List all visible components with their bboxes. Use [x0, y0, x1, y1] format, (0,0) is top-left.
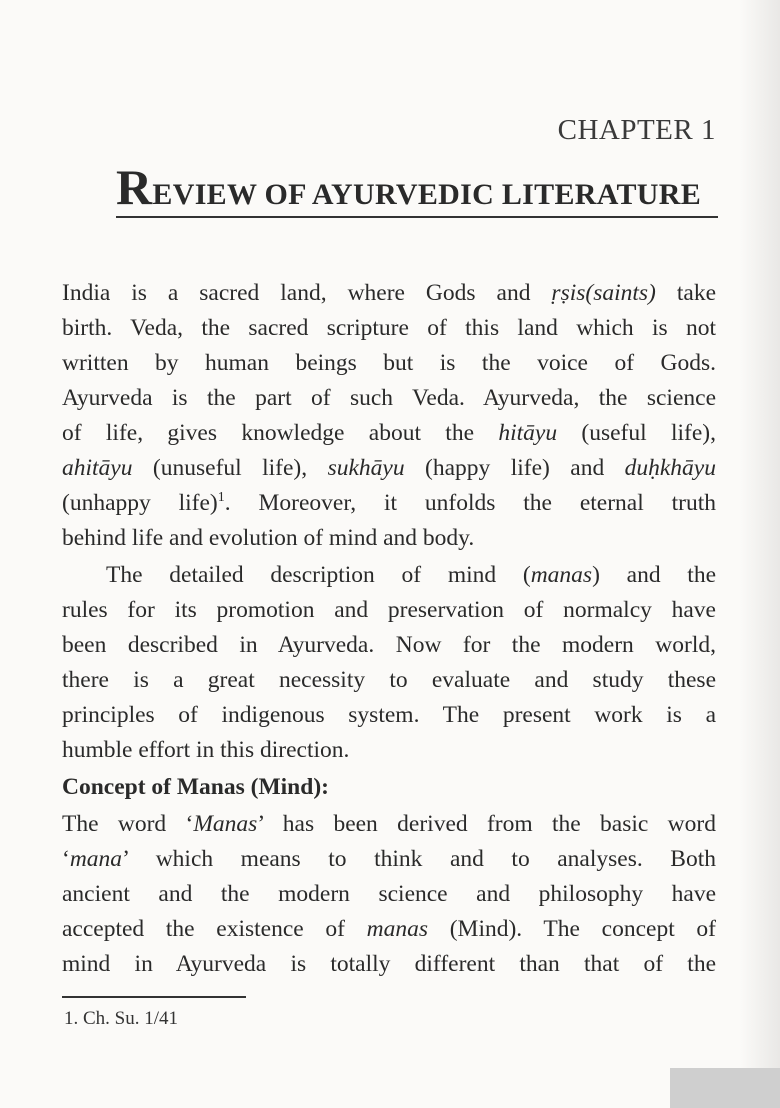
text-segment: Ayurveda is the part of such Veda. Ayurveda, the science — [62, 385, 716, 411]
text-segment: India is a sacred land, where Gods and — [62, 280, 552, 306]
text-line — [62, 733, 716, 768]
text-line — [62, 663, 716, 698]
chapter-number: CHAPTER 1 — [557, 114, 716, 146]
text-line — [62, 698, 716, 733]
text-line — [62, 346, 716, 381]
text-line — [62, 628, 716, 663]
scan-corner — [670, 1068, 780, 1108]
text-line — [62, 593, 716, 628]
section-heading — [62, 770, 716, 805]
text-segment: The detailed description of mind ( — [106, 562, 531, 588]
paragraph — [62, 276, 716, 556]
text-segment: mind in Ayurveda is totally different than that of the — [62, 951, 716, 977]
text-segment: behind life and evolution of mind and body. — [62, 525, 475, 551]
paragraph — [62, 807, 716, 982]
text-line — [62, 276, 716, 311]
text-segment: of life, gives knowledge about the — [62, 420, 499, 446]
paragraph — [62, 558, 716, 768]
italic-term: Manas — [193, 811, 258, 837]
text-line — [62, 381, 716, 416]
body-text — [62, 276, 716, 982]
text-line — [62, 877, 716, 912]
chapter-title-initial: R — [116, 159, 153, 215]
text-line — [62, 947, 716, 982]
text-segment: ) and the — [592, 562, 717, 588]
italic-term: duḥkhāyu — [624, 455, 716, 481]
text-segment: ‘ — [62, 846, 70, 872]
text-segment: The word ‘ — [62, 811, 194, 837]
italic-term: manas — [366, 916, 429, 942]
text-segment: ’ which means to think and to analyses. Both — [122, 846, 716, 872]
text-segment: (useful life), — [557, 420, 716, 446]
text-line — [62, 770, 716, 805]
text-line — [62, 912, 716, 947]
text-line — [62, 416, 716, 451]
text-segment: . Moreover, it unfolds the eternal truth — [224, 490, 716, 516]
text-segment: ancient and the modern science and philosophy have — [62, 881, 716, 907]
text-segment: humble effort in this direction. — [62, 737, 350, 763]
text-segment: (unuseful life), — [132, 455, 328, 481]
footnote: 1. Ch. Su. 1/41 — [64, 1008, 179, 1029]
text-segment: birth. Veda, the sacred scripture of this land which is not — [62, 315, 716, 341]
italic-term: ahitāyu — [62, 455, 133, 481]
text-segment: there is a great necessity to evaluate and study these — [62, 667, 716, 693]
italic-term: hitāyu — [498, 420, 558, 446]
text-line — [62, 558, 716, 593]
chapter-title — [116, 160, 718, 222]
text-line — [62, 451, 716, 486]
text-line — [62, 486, 716, 521]
italic-term: sukhāyu — [327, 455, 405, 481]
text-segment: (unhappy life) — [62, 490, 218, 516]
text-segment: principles of indigenous system. The present work is a — [62, 702, 716, 728]
text-segment: (happy life) and — [404, 455, 625, 481]
text-segment: accepted the existence of — [62, 916, 367, 942]
title-underline — [116, 216, 718, 218]
text-segment: rules for its promotion and preservation of normalcy have — [62, 597, 716, 623]
text-segment: been described in Ayurveda. Now for the modern world, — [62, 632, 716, 658]
text-line — [62, 807, 716, 842]
italic-term: manas — [530, 562, 593, 588]
text-line — [62, 842, 716, 877]
footnote-marker: 1 — [217, 490, 225, 506]
text-segment: ’ has been derived from the basic word — [257, 811, 716, 837]
page-edge-shadow — [740, 0, 780, 1108]
text-segment: (Mind). The concept of — [428, 916, 716, 942]
footnote-rule — [62, 996, 246, 998]
text-segment: take — [655, 280, 716, 306]
italic-term: mana — [69, 846, 123, 872]
text-segment: Concept of Manas (Mind): — [62, 774, 329, 800]
chapter-title-rest: EVIEW OF AYURVEDIC LITERATURE — [152, 178, 702, 211]
italic-term: ṛṣis(saints) — [551, 280, 656, 306]
text-line — [62, 311, 716, 346]
text-line — [62, 521, 716, 556]
text-segment: written by human beings but is the voice of Gods. — [62, 350, 716, 376]
